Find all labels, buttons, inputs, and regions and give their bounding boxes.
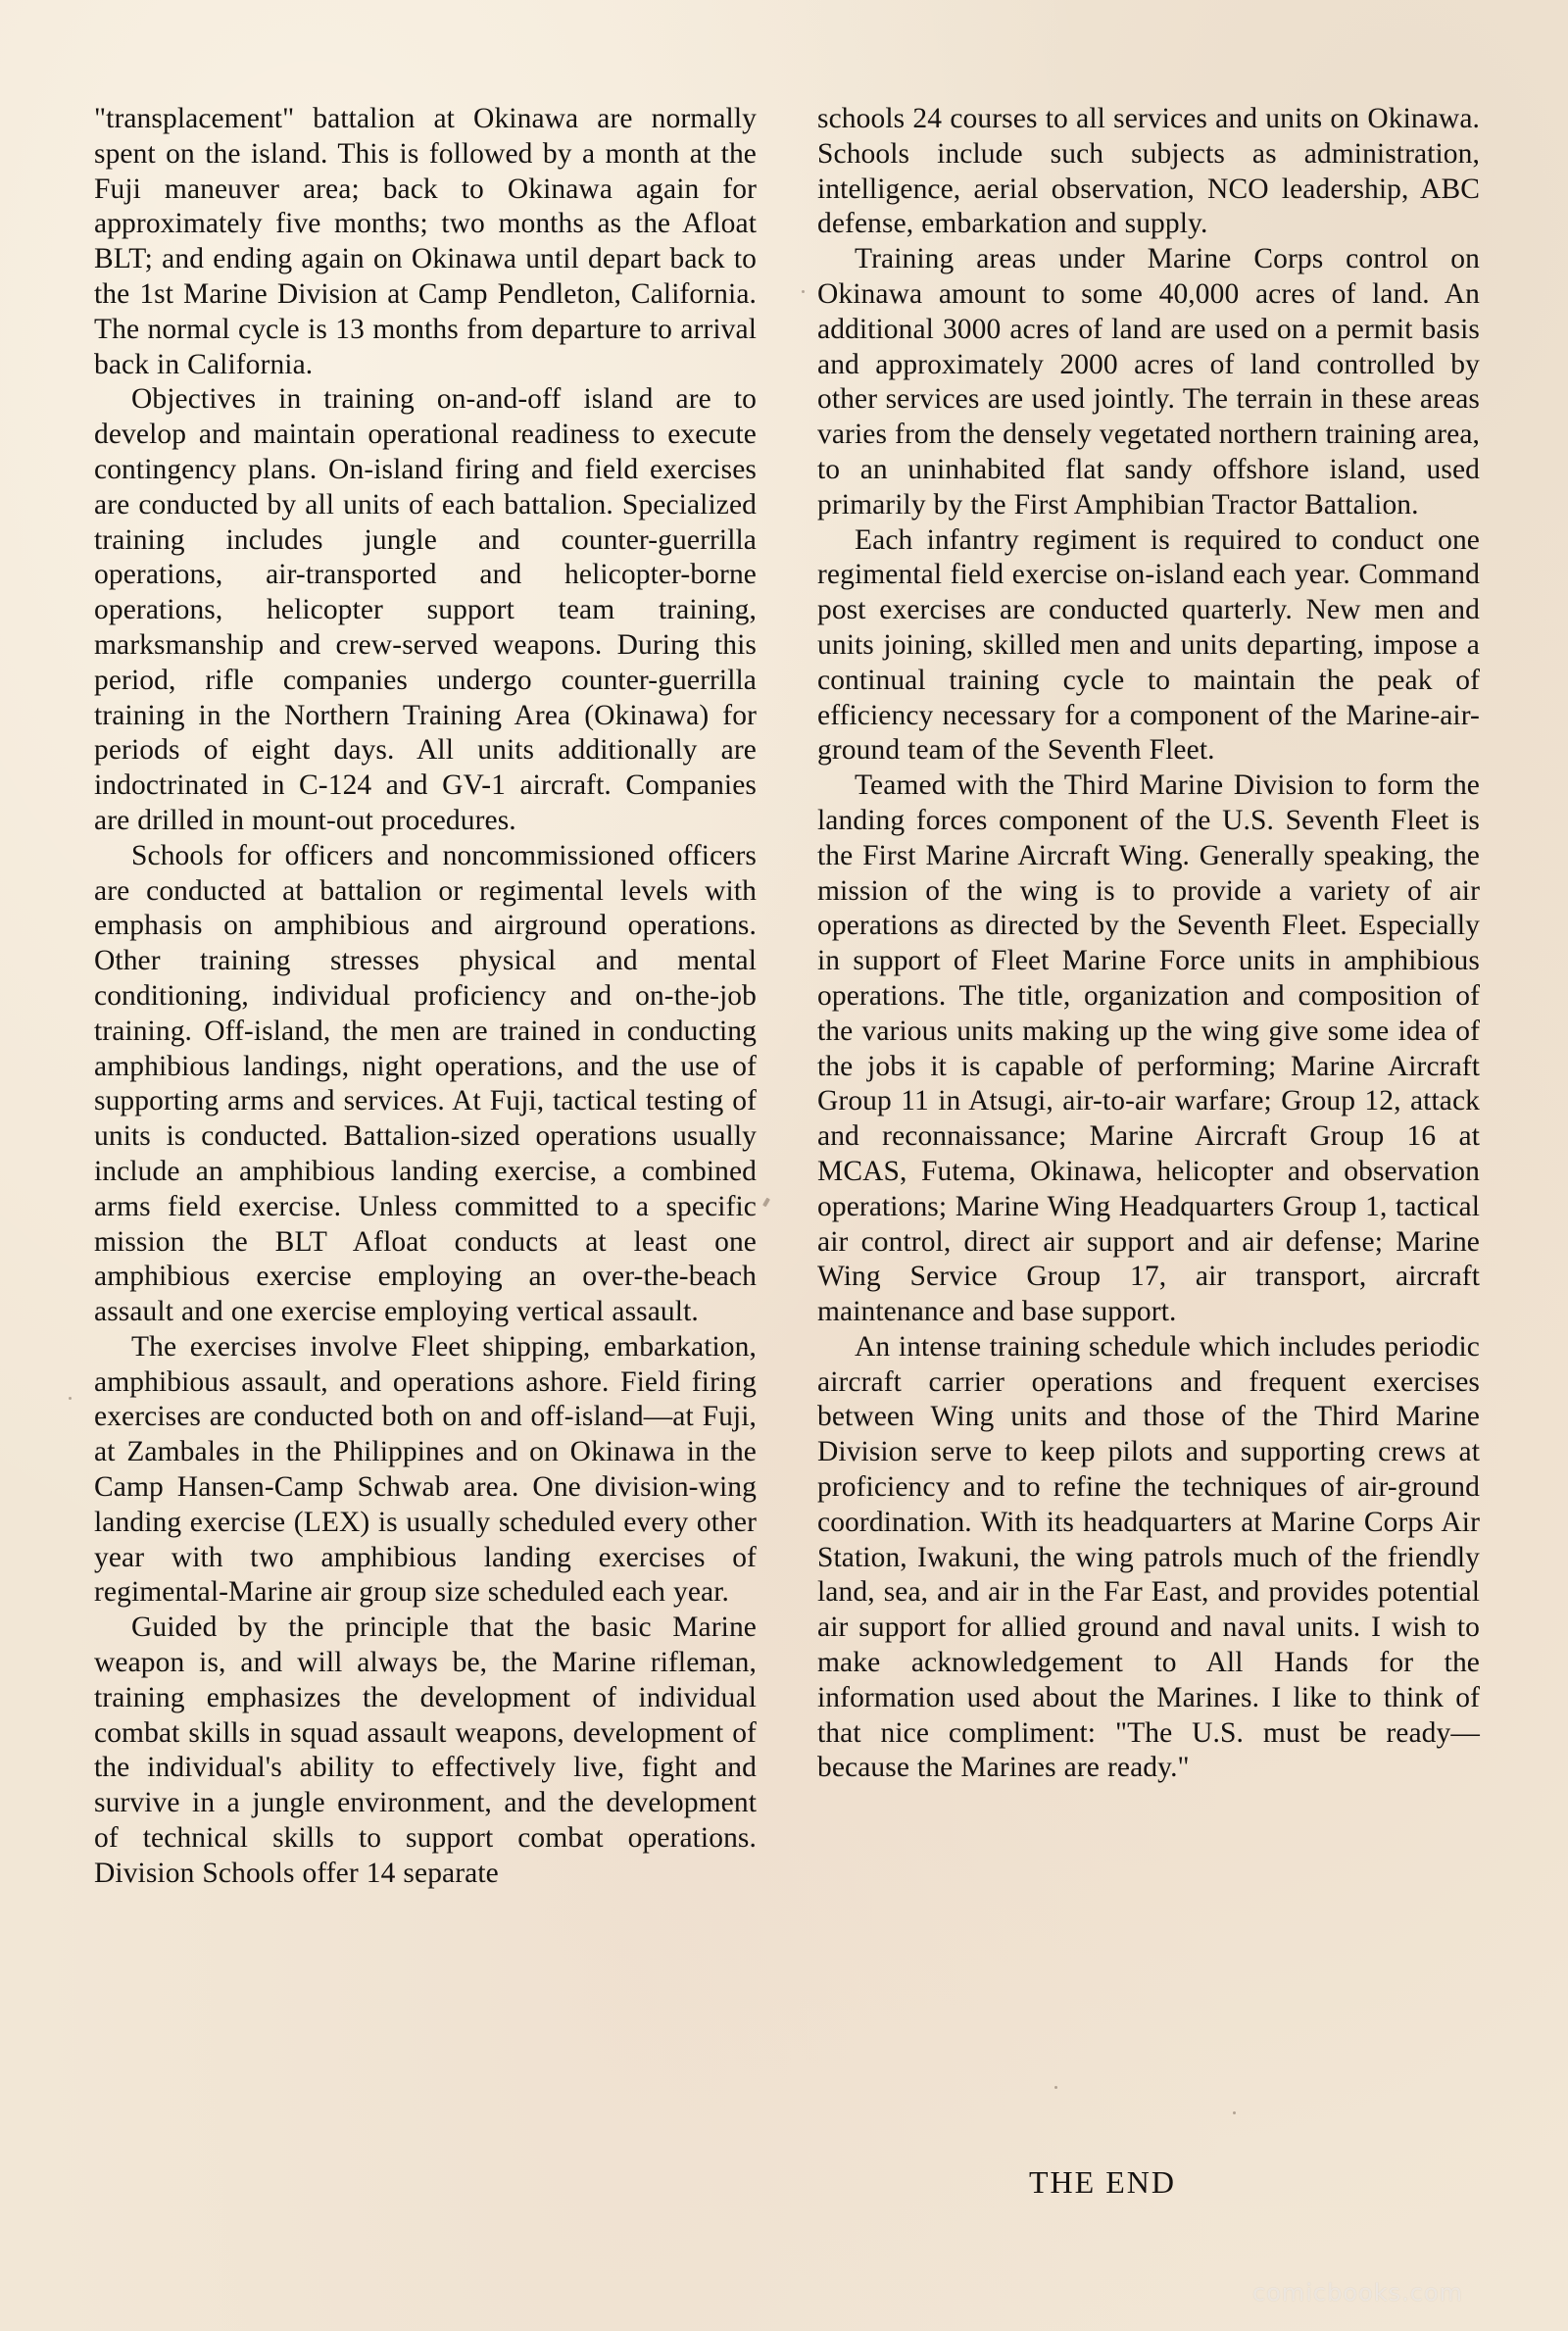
print-speck (802, 290, 805, 293)
paragraph: Objectives in training on-and-off island are to develop and maintain operational readiness to execute contingency plans. On-island firing and field exercises are conducted by all units of each battalion. Specialized training includes jungle and counter-guerrilla operations, air-transported and helicopter-borne operations, helicopter support team training, marksmanship and crew-served weapons. During this period, rifle companies undergo counter-guerrilla training in the Northern Training Area (Okinawa) for periods of eight days. All units additionally are indoctrinated in C-124 and GV-1 aircraft. Companies are drilled in mount-out procedures. (94, 383, 757, 836)
left-text-column (94, 102, 757, 1892)
print-speck (762, 1198, 770, 1208)
paragraph: Teamed with the Third Marine Division to form the landing forces component of the U.S. Seventh Fleet is the First Marine Aircraft Wing. Generally speaking, the mission of the wing is to provide a variety of air operations as directed by the Seventh Fleet. Especially in support of Fleet Marine Force units in amphibious operations. The title, organization and composition of the various units making up the wing give some idea of the jobs it is capable of performing; Marine Aircraft Group 11 in Atsugi, air-to-air warfare; Group 12, attack and reconnaissance; Marine Aircraft Group 16 at MCAS, Futema, Okinawa, helicopter and observation operations; Marine Wing Headquarters Group 1, tactical air control, direct air support and air defense; Marine Wing Service Group 17, air transport, aircraft maintenance and base support. (817, 769, 1480, 1328)
paragraph: Training areas under Marine Corps control on Okinawa amount to some 40,000 acres of land. An additional 3000 acres of land are used on a permit basis and approximately 2000 acres of land controlled by other services are used jointly. The terrain in these areas varies from the densely vegetated northern training area, to an uninhabited flat sandy offshore island, used primarily by the First Amphibian Tractor Battalion. (817, 243, 1480, 521)
paragraph: The exercises involve Fleet shipping, embarkation, amphibious assault, and operations ashore. Field firing exercises are conducted both on and off-island—at Fuji, at Zambales in the Philippines and on Okinawa in the Camp Hansen-Camp Schwab area. One division-wing landing exercise (LEX) is usually scheduled every other year with two amphibious landing exercises of regimental-Marine air group size scheduled each year. (94, 1330, 757, 1609)
print-speck (69, 1397, 72, 1400)
site-watermark: comicbooks.com (1252, 2279, 1464, 2306)
right-text-column (817, 102, 1480, 1786)
the-end-label: THE END (1029, 2164, 1176, 2200)
paragraph: "transplacement" battalion at Okinawa are normally spent on the island. This is followed by a month at the Fuji maneuver area; back to Okinawa again for approximately five months; two months as the Afloat BLT; and ending again on Okinawa until depart back to the 1st Marine Division at Camp Pendleton, California. The normal cycle is 13 months from departure to arrival back in California. (94, 103, 757, 380)
paragraph: Each infantry regiment is required to conduct one regimental field exercise on-island each year. Command post exercises are conducted quarterly. New men and units joining, skilled men and units departing, impose a continual training cycle to maintain the peak of efficiency necessary for a component of the Marine-air-ground team of the Seventh Fleet. (817, 523, 1480, 767)
print-speck (1233, 2111, 1236, 2114)
paragraph: Guided by the principle that the basic Marine weapon is, and will always be, the Marine rifleman, training emphasizes the development of individual combat skills in squad assault weapons, development of the individual's ability to effectively live, fight and survive in a jungle environment, and the development of technical skills to support combat operations. Division Schools offer 14 separate (94, 1612, 757, 1889)
paragraph: schools 24 courses to all services and units on Okinawa. Schools include such subjects as administration, intelligence, aerial observation, NCO leadership, ABC defense, embarkation and supply. (817, 103, 1480, 240)
paragraph: Schools for officers and noncommissioned officers are conducted at battalion or regimental levels with emphasis on amphibious and airground operations. Other training stresses physical and mental conditioning, individual proficiency and on-the-job training. Off-island, the men are trained in conducting amphibious landings, night operations, and the use of supporting arms and services. At Fuji, tactical testing of units is conducted. Battalion-sized operations usually include an amphibious landing exercise, a combined arms field exercise. Unless committed to a specific mission the BLT Afloat conducts at least one amphibious exercise employing an over-the-beach assault and one exercise employing vertical assault. (94, 839, 757, 1328)
print-speck (1054, 2086, 1057, 2089)
paragraph: An intense training schedule which includes periodic aircraft carrier operations and frequent exercises between Wing units and those of the Third Marine Division serve to keep pilots and supporting crews at proficiency and to refine the techniques of air-ground coordination. With its headquarters at Marine Corps Air Station, Iwakuni, the wing patrols much of the friendly land, sea, and air in the Far East, and provides potential air support for allied ground and naval units. I wish to make acknowledgement to All Hands for the information used about the Marines. I like to think of that nice compliment: "The U.S. must be ready—because the Marines are ready." (817, 1330, 1480, 1784)
